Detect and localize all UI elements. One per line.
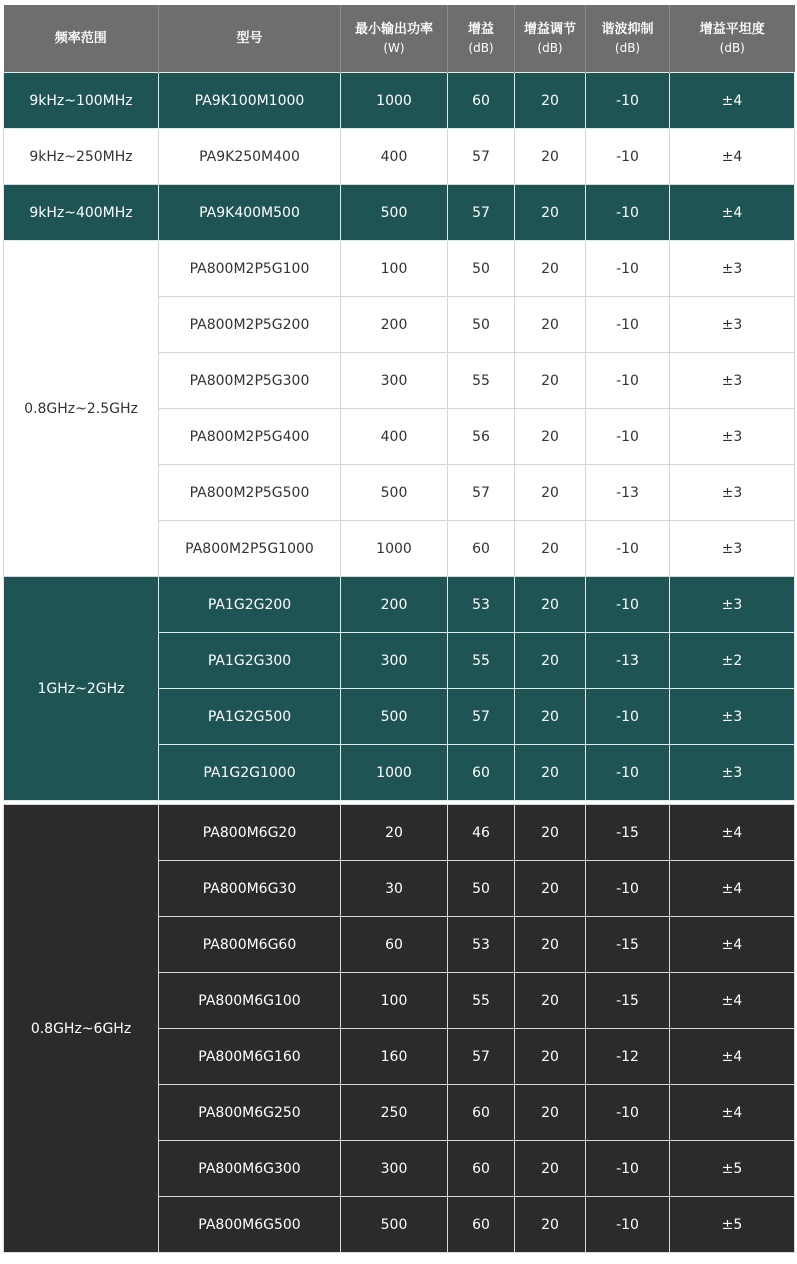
gain-flatness-cell: ±4: [670, 861, 795, 917]
gain-adjust-cell: 20: [515, 973, 586, 1029]
output-power-cell: 300: [341, 633, 448, 689]
output-power-cell: 30: [341, 861, 448, 917]
gain-flatness-cell: ±5: [670, 1197, 795, 1253]
gain-cell: 60: [448, 745, 515, 801]
harmonic-suppression-cell: -10: [586, 297, 670, 353]
model-cell: PA800M6G30: [159, 861, 341, 917]
gain-flatness-cell: ±3: [670, 409, 795, 465]
harmonic-suppression-cell: -10: [586, 241, 670, 297]
model-cell: PA800M2P5G500: [159, 465, 341, 521]
model-cell: PA9K400M500: [159, 185, 341, 241]
gain-flatness-cell: ±3: [670, 577, 795, 633]
gain-flatness-cell: ±3: [670, 353, 795, 409]
harmonic-suppression-cell: -10: [586, 861, 670, 917]
frequency-range-cell: 9kHz~100MHz: [4, 73, 159, 129]
frequency-range-cell: 0.8GHz~6GHz: [4, 805, 159, 1253]
harmonic-suppression-cell: -10: [586, 521, 670, 577]
header-gain-flatness: 增益平坦度 (dB): [670, 5, 795, 73]
model-cell: PA9K100M1000: [159, 73, 341, 129]
model-cell: PA800M6G60: [159, 917, 341, 973]
gain-flatness-cell: ±3: [670, 241, 795, 297]
output-power-cell: 200: [341, 297, 448, 353]
output-power-cell: 100: [341, 973, 448, 1029]
gain-flatness-cell: ±4: [670, 805, 795, 861]
frequency-range-cell: 0.8GHz~2.5GHz: [4, 241, 159, 577]
gain-adjust-cell: 20: [515, 129, 586, 185]
header-power: 最小输出功率 (W): [341, 5, 448, 73]
gain-adjust-cell: 20: [515, 241, 586, 297]
gain-cell: 55: [448, 633, 515, 689]
harmonic-suppression-cell: -10: [586, 353, 670, 409]
gain-cell: 57: [448, 185, 515, 241]
output-power-cell: 400: [341, 129, 448, 185]
gain-cell: 55: [448, 353, 515, 409]
model-cell: PA800M6G250: [159, 1085, 341, 1141]
model-cell: PA9K250M400: [159, 129, 341, 185]
harmonic-suppression-cell: -10: [586, 1197, 670, 1253]
gain-cell: 60: [448, 1197, 515, 1253]
harmonic-suppression-cell: -10: [586, 689, 670, 745]
output-power-cell: 1000: [341, 745, 448, 801]
gain-flatness-cell: ±4: [670, 1085, 795, 1141]
harmonic-suppression-cell: -15: [586, 805, 670, 861]
gain-cell: 60: [448, 521, 515, 577]
output-power-cell: 500: [341, 465, 448, 521]
header-gain: 增益 (dB): [448, 5, 515, 73]
gain-adjust-cell: 20: [515, 805, 586, 861]
gain-cell: 60: [448, 1085, 515, 1141]
gain-cell: 50: [448, 861, 515, 917]
harmonic-suppression-cell: -10: [586, 1085, 670, 1141]
gain-cell: 55: [448, 973, 515, 1029]
frequency-range-cell: 9kHz~400MHz: [4, 185, 159, 241]
output-power-cell: 500: [341, 689, 448, 745]
gain-cell: 50: [448, 241, 515, 297]
gain-adjust-cell: 20: [515, 577, 586, 633]
model-cell: PA800M6G500: [159, 1197, 341, 1253]
harmonic-suppression-cell: -10: [586, 129, 670, 185]
gain-adjust-cell: 20: [515, 73, 586, 129]
model-cell: PA1G2G500: [159, 689, 341, 745]
table-body: [4, 73, 795, 1253]
gain-flatness-cell: ±4: [670, 917, 795, 973]
gain-cell: 60: [448, 73, 515, 129]
output-power-cell: 200: [341, 577, 448, 633]
gain-adjust-cell: 20: [515, 297, 586, 353]
gain-adjust-cell: 20: [515, 745, 586, 801]
output-power-cell: 20: [341, 805, 448, 861]
harmonic-suppression-cell: -15: [586, 973, 670, 1029]
gain-flatness-cell: ±4: [670, 73, 795, 129]
gain-cell: 57: [448, 689, 515, 745]
model-cell: PA800M6G160: [159, 1029, 341, 1085]
table-row: [4, 577, 795, 633]
harmonic-suppression-cell: -10: [586, 1141, 670, 1197]
gain-cell: 50: [448, 297, 515, 353]
table-header-row: [4, 5, 795, 73]
output-power-cell: 60: [341, 917, 448, 973]
header-gain-adjust: 增益调节 (dB): [515, 5, 586, 73]
harmonic-suppression-cell: -10: [586, 577, 670, 633]
gain-adjust-cell: 20: [515, 409, 586, 465]
table-row: [4, 129, 795, 185]
gain-cell: 46: [448, 805, 515, 861]
gain-adjust-cell: 20: [515, 861, 586, 917]
frequency-range-cell: 9kHz~250MHz: [4, 129, 159, 185]
model-cell: PA1G2G1000: [159, 745, 341, 801]
table-row: [4, 73, 795, 129]
output-power-cell: 1000: [341, 73, 448, 129]
harmonic-suppression-cell: -10: [586, 185, 670, 241]
harmonic-suppression-cell: -13: [586, 633, 670, 689]
output-power-cell: 500: [341, 185, 448, 241]
harmonic-suppression-cell: -10: [586, 73, 670, 129]
output-power-cell: 250: [341, 1085, 448, 1141]
model-cell: PA800M2P5G1000: [159, 521, 341, 577]
gain-cell: 57: [448, 1029, 515, 1085]
gain-adjust-cell: 20: [515, 1085, 586, 1141]
model-cell: PA800M6G100: [159, 973, 341, 1029]
table-row: [4, 185, 795, 241]
model-cell: PA1G2G200: [159, 577, 341, 633]
gain-flatness-cell: ±4: [670, 1029, 795, 1085]
header-harmonic-suppression: 谐波抑制 (dB): [586, 5, 670, 73]
model-cell: PA1G2G300: [159, 633, 341, 689]
gain-adjust-cell: 20: [515, 1029, 586, 1085]
gain-cell: 57: [448, 465, 515, 521]
gain-cell: 53: [448, 917, 515, 973]
harmonic-suppression-cell: -15: [586, 917, 670, 973]
gain-flatness-cell: ±4: [670, 185, 795, 241]
header-model: 型号: [159, 5, 341, 73]
output-power-cell: 1000: [341, 521, 448, 577]
header-range: 频率范围: [4, 5, 159, 73]
output-power-cell: 400: [341, 409, 448, 465]
model-cell: PA800M2P5G400: [159, 409, 341, 465]
gain-flatness-cell: ±3: [670, 745, 795, 801]
gain-adjust-cell: 20: [515, 1197, 586, 1253]
model-cell: PA800M2P5G200: [159, 297, 341, 353]
gain-cell: 53: [448, 577, 515, 633]
harmonic-suppression-cell: -12: [586, 1029, 670, 1085]
harmonic-suppression-cell: -10: [586, 409, 670, 465]
gain-flatness-cell: ±5: [670, 1141, 795, 1197]
gain-flatness-cell: ±4: [670, 129, 795, 185]
gain-adjust-cell: 20: [515, 917, 586, 973]
gain-adjust-cell: 20: [515, 521, 586, 577]
output-power-cell: 500: [341, 1197, 448, 1253]
gain-cell: 57: [448, 129, 515, 185]
gain-cell: 56: [448, 409, 515, 465]
gain-adjust-cell: 20: [515, 465, 586, 521]
gain-adjust-cell: 20: [515, 633, 586, 689]
gain-flatness-cell: ±3: [670, 521, 795, 577]
model-cell: PA800M6G20: [159, 805, 341, 861]
output-power-cell: 300: [341, 353, 448, 409]
gain-adjust-cell: 20: [515, 353, 586, 409]
gain-flatness-cell: ±3: [670, 297, 795, 353]
output-power-cell: 160: [341, 1029, 448, 1085]
harmonic-suppression-cell: -13: [586, 465, 670, 521]
harmonic-suppression-cell: -10: [586, 745, 670, 801]
output-power-cell: 300: [341, 1141, 448, 1197]
gain-flatness-cell: ±3: [670, 689, 795, 745]
table-row: [4, 241, 795, 297]
gain-flatness-cell: ±4: [670, 973, 795, 1029]
model-cell: PA800M2P5G100: [159, 241, 341, 297]
amplifier-spec-table: [3, 5, 795, 1253]
frequency-range-cell: 1GHz~2GHz: [4, 577, 159, 801]
gain-flatness-cell: ±3: [670, 465, 795, 521]
gain-adjust-cell: 20: [515, 185, 586, 241]
model-cell: PA800M6G300: [159, 1141, 341, 1197]
model-cell: PA800M2P5G300: [159, 353, 341, 409]
gain-cell: 60: [448, 1141, 515, 1197]
table-row: [4, 805, 795, 861]
gain-adjust-cell: 20: [515, 1141, 586, 1197]
output-power-cell: 100: [341, 241, 448, 297]
gain-flatness-cell: ±2: [670, 633, 795, 689]
gain-adjust-cell: 20: [515, 689, 586, 745]
